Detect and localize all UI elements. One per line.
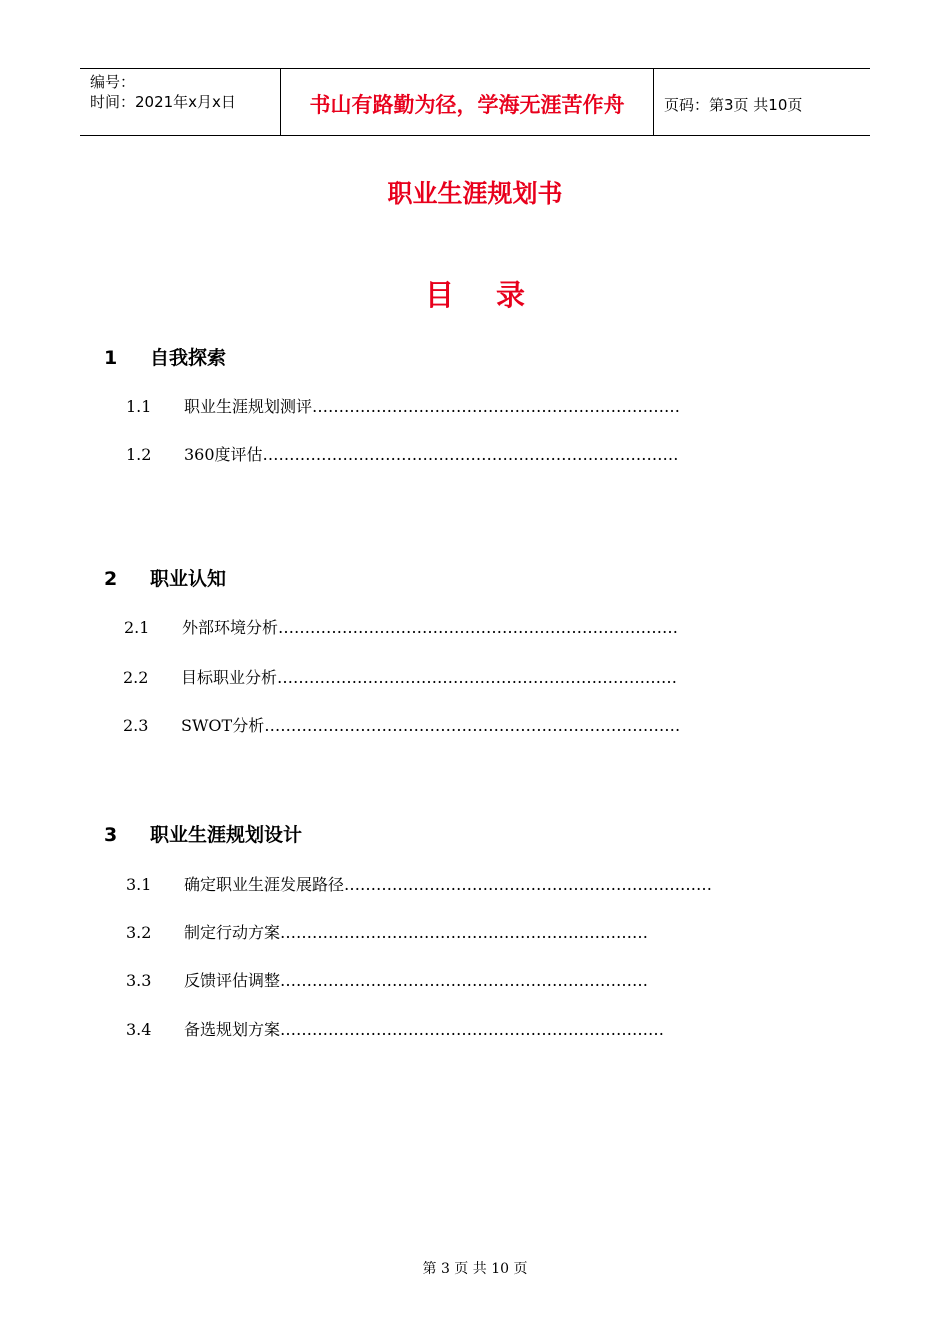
item-number: 3.1: [126, 875, 152, 894]
item-leader-dots: …………………………………………………………………: [278, 618, 679, 637]
toc-item[interactable]: [126, 1017, 664, 1040]
toc-item[interactable]: [123, 665, 677, 688]
item-leader-dots: ……………………………………………………………: [280, 923, 649, 942]
section-number: 1: [104, 347, 118, 369]
toc-section[interactable]: [104, 343, 226, 370]
header-page-info: 页码：第3页 共10页: [664, 95, 803, 114]
item-label: SWOT分析: [181, 716, 265, 735]
toc-section[interactable]: [104, 564, 226, 591]
item-number: 1.2: [126, 445, 152, 464]
document-title: 职业生涯规划书: [387, 179, 563, 208]
toc-item[interactable]: [123, 713, 680, 736]
toc-item[interactable]: [126, 872, 712, 895]
toc-item[interactable]: [126, 394, 680, 417]
header-motto: 书山有路勤为径，学海无涯苦作舟: [281, 69, 654, 135]
page-header: [80, 68, 870, 136]
item-label: 确定职业生涯发展路径: [184, 875, 345, 894]
item-label: 职业生涯规划测评: [184, 397, 313, 416]
section-number: 3: [104, 824, 118, 846]
item-number: 2.2: [123, 668, 149, 687]
section-title: 职业生涯规划设计: [150, 824, 303, 846]
item-number: 3.4: [126, 1020, 152, 1039]
toc-item[interactable]: [124, 615, 678, 638]
item-leader-dots: ……………………………………………………………: [344, 875, 713, 894]
item-label: 360度评估: [184, 445, 263, 464]
toc-section[interactable]: [104, 820, 302, 847]
toc-item[interactable]: [126, 968, 648, 991]
item-label: 目标职业分析: [181, 668, 278, 687]
header-meta: [80, 69, 281, 135]
item-label: 外部环境分析: [182, 618, 279, 637]
section-title: 职业认知: [150, 568, 227, 590]
item-leader-dots: ………………………………………………………………: [280, 1020, 665, 1039]
item-leader-dots: …………………………………………………………………: [277, 668, 678, 687]
item-number: 2.1: [124, 618, 150, 637]
item-leader-dots: ……………………………………………………………: [312, 397, 681, 416]
section-title: 自我探索: [150, 347, 227, 369]
item-leader-dots: ……………………………………………………………………: [264, 716, 681, 735]
item-label: 备选规划方案: [184, 1020, 281, 1039]
item-leader-dots: ……………………………………………………………: [280, 971, 649, 990]
page-footer: 第 3 页 共 10 页: [422, 1261, 528, 1277]
item-number: 1.1: [126, 397, 152, 416]
toc-title: 目 录: [424, 278, 542, 312]
item-number: 3.2: [126, 923, 152, 942]
item-number: 2.3: [123, 716, 149, 735]
section-number: 2: [104, 568, 118, 590]
toc-item[interactable]: [126, 442, 679, 465]
item-label: 制定行动方案: [184, 923, 281, 942]
number-label: 编号：: [90, 73, 136, 91]
time-label: 时间：2021年x月x日: [90, 93, 236, 111]
item-number: 3.3: [126, 971, 152, 990]
item-leader-dots: ……………………………………………………………………: [262, 445, 679, 464]
item-label: 反馈评估调整: [184, 971, 281, 990]
toc-item[interactable]: [126, 920, 648, 943]
